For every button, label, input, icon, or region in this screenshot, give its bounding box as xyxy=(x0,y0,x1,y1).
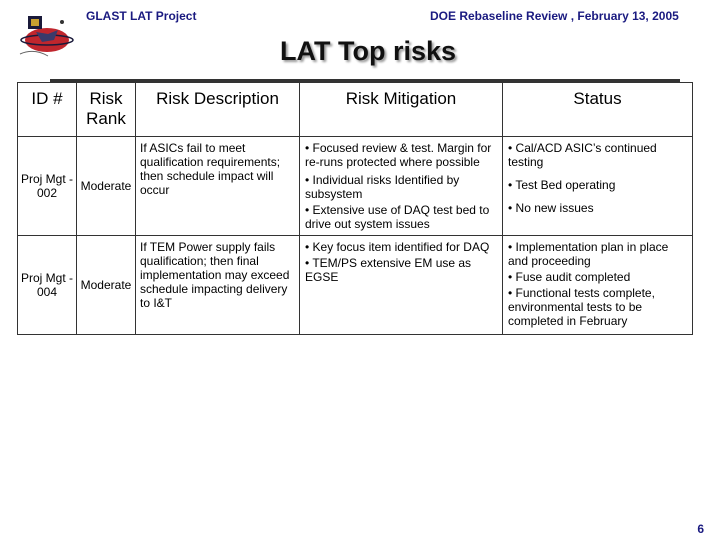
risk-id: Proj Mgt - 002 xyxy=(18,137,77,236)
column-header-rank: Risk Rank xyxy=(77,83,136,137)
risk-id: Proj Mgt - 004 xyxy=(18,236,77,335)
mitigation-item: • Extensive use of DAQ test bed to drive out system issues xyxy=(305,203,490,231)
mitigation-item: • TEM/PS extensive EM use as EGSE xyxy=(305,256,472,284)
mitigation-item: • Key focus item identified for DAQ xyxy=(305,240,490,254)
table-row xyxy=(18,137,693,236)
status-item: • Cal/ACD ASIC’s continued testing xyxy=(508,141,657,169)
table-header-row xyxy=(18,83,693,137)
status-item: • Fuse audit completed xyxy=(508,270,631,284)
status-item: • No new issues xyxy=(508,201,594,215)
risk-description: If ASICs fail to meet qualification requirements; then schedule impact will occur xyxy=(136,137,300,236)
table-row xyxy=(18,236,693,335)
slide-title: LAT Top risks xyxy=(279,36,456,66)
header-review-date: DOE Rebaseline Review , February 13, 2005 xyxy=(430,9,679,23)
risk-rank: Moderate xyxy=(77,137,136,236)
risks-table xyxy=(17,82,693,335)
column-header-id: ID # xyxy=(18,83,77,137)
status-item: • Test Bed operating xyxy=(508,178,616,192)
risk-mitigation xyxy=(300,137,503,236)
column-header-status: Status xyxy=(503,83,693,137)
risk-rank: Moderate xyxy=(77,236,136,335)
column-header-description: Risk Description xyxy=(136,83,300,137)
column-header-mitigation: Risk Mitigation xyxy=(300,83,503,137)
risk-status xyxy=(503,236,693,335)
status-item: • Functional tests complete, environmental tests to be completed in February xyxy=(508,286,655,328)
mitigation-item: • Individual risks Identified by subsystem xyxy=(305,173,460,201)
risk-status xyxy=(503,137,693,236)
page-number: 6 xyxy=(697,522,704,536)
status-item: • Implementation plan in place and proceeding xyxy=(508,240,669,268)
mitigation-item: • Focused review & test. Margin for re-runs protected where possible xyxy=(305,141,492,169)
header-project-name: GLAST LAT Project xyxy=(86,9,197,23)
risk-description: If TEM Power supply fails qualification; then final implementation may exceed schedule impacting delivery to I&T xyxy=(136,236,300,335)
risk-mitigation xyxy=(300,236,503,335)
